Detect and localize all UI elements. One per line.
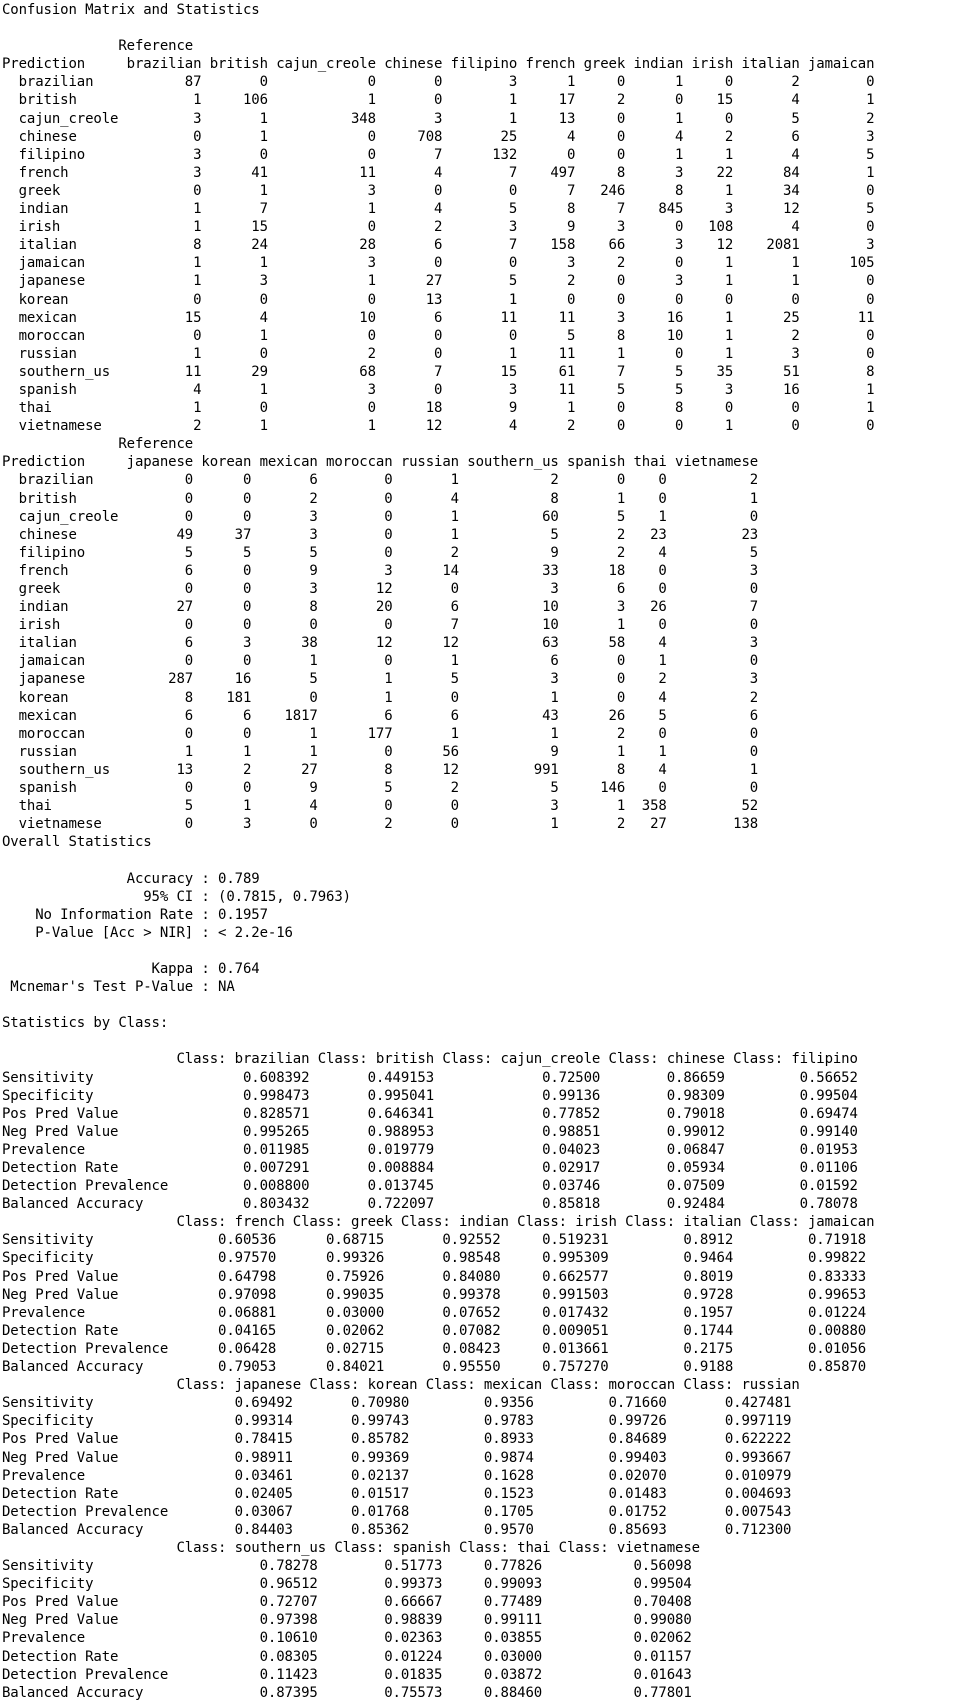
console-line: british 1 106 1 0 1 17 2 0 15 4 1 [2, 92, 875, 109]
console-line: Detection Prevalence 0.06428 0.02715 0.08423 0.013661 0.2175 0.01056 [2, 1340, 867, 1357]
console-line: southern_us 11 29 68 7 15 61 7 5 35 51 8 [2, 363, 875, 380]
console-line: Prevalence 0.10610 0.02363 0.03855 0.02062 [2, 1630, 692, 1647]
console-line: thai 1 0 0 18 9 1 0 8 0 0 1 [2, 400, 875, 417]
console-line: japanese 1 3 1 27 5 2 0 3 1 1 0 [2, 273, 875, 290]
console-line: french 3 41 11 4 7 497 8 3 22 84 1 [2, 164, 875, 181]
console-line: thai 5 1 4 0 0 3 1 358 52 [2, 798, 759, 815]
console-line: Sensitivity 0.69492 0.70980 0.9356 0.71660 0.427481 [2, 1395, 792, 1412]
console-line: Detection Prevalence 0.11423 0.01835 0.03872 0.01643 [2, 1666, 692, 1683]
console-line: brazilian 87 0 0 0 3 1 0 1 0 2 0 [2, 74, 875, 91]
console-line: Prevalence 0.011985 0.019779 0.04023 0.06847 0.01953 [2, 1141, 858, 1158]
console-line: moroccan 0 0 1 177 1 1 2 0 0 [2, 725, 759, 742]
console-line [2, 851, 874, 869]
console-line: russian 1 1 1 0 56 9 1 1 0 [2, 743, 759, 760]
console-line: korean 8 181 0 1 0 1 0 4 2 [2, 689, 759, 706]
console-line: british 0 0 2 0 4 8 1 0 1 [2, 490, 759, 507]
console-line: jamaican 1 1 3 0 0 3 2 0 1 1 105 [2, 255, 875, 272]
console-line: Detection Rate 0.08305 0.01224 0.03000 0.01157 [2, 1648, 692, 1665]
console-line [2, 1032, 874, 1050]
console-line: filipino 5 5 5 0 2 9 2 4 5 [2, 544, 759, 561]
console-line: Prevalence 0.06881 0.03000 0.07652 0.017432 0.1957 0.01224 [2, 1304, 867, 1321]
console-line: Overall Statistics [2, 834, 152, 851]
console-line: southern_us 13 2 27 8 12 991 8 4 1 [2, 761, 759, 778]
console-line: No Information Rate : 0.1957 [2, 906, 268, 923]
console-line [2, 942, 874, 960]
console-line: japanese 287 16 5 1 5 3 0 2 3 [2, 671, 759, 688]
console-line: Specificity 0.97570 0.99326 0.98548 0.995309 0.9464 0.99822 [2, 1250, 867, 1267]
console-line: irish 0 0 0 0 7 10 1 0 0 [2, 617, 759, 634]
console-line: Pos Pred Value 0.78415 0.85782 0.8933 0.84689 0.622222 [2, 1431, 792, 1448]
console-line: P-Value [Acc > NIR] : < 2.2e-16 [2, 924, 293, 941]
console-line: spanish 4 1 3 0 3 11 5 5 3 16 1 [2, 381, 875, 398]
console-line: brazilian 0 0 6 0 1 2 0 0 2 [2, 472, 759, 489]
console-line: Reference [2, 436, 194, 453]
console-line: Detection Rate 0.02405 0.01517 0.1523 0.01483 0.004693 [2, 1485, 792, 1502]
console-line: Sensitivity 0.608392 0.449153 0.72500 0.86659 0.56652 [2, 1069, 858, 1086]
console-line: italian 8 24 28 6 7 158 66 3 12 2081 3 [2, 237, 875, 254]
console-line [2, 996, 874, 1014]
console-line: Kappa : 0.764 [2, 960, 260, 977]
console-line: Prevalence 0.03461 0.02137 0.1628 0.02070 0.010979 [2, 1467, 792, 1484]
console-line: greek 0 0 3 12 0 3 6 0 0 [2, 581, 759, 597]
console-line: Balanced Accuracy 0.87395 0.75573 0.88460 0.77801 [2, 1684, 692, 1701]
console-line: Balanced Accuracy 0.803432 0.722097 0.85818 0.92484 0.78078 [2, 1196, 858, 1213]
console-output [2, 1, 874, 1702]
console-line: filipino 3 0 0 7 132 0 0 1 1 4 5 [2, 146, 875, 163]
console-line: french 6 0 9 3 14 33 18 0 3 [2, 562, 759, 579]
console-line: Detection Prevalence 0.008800 0.013745 0.03746 0.07509 0.01592 [2, 1178, 858, 1195]
console-line: moroccan 0 1 0 0 0 5 8 10 1 2 0 [2, 327, 875, 344]
console-line: indian 1 7 1 4 5 8 7 845 3 12 5 [2, 201, 875, 218]
console-line: Pos Pred Value 0.72707 0.66667 0.77489 0.70408 [2, 1594, 692, 1611]
console-line: Specificity 0.99314 0.99743 0.9783 0.99726 0.997119 [2, 1413, 792, 1430]
console-line: greek 0 1 3 0 0 7 246 8 1 34 0 [2, 182, 875, 199]
console-line: russian 1 0 2 0 1 11 1 0 1 3 0 [2, 345, 875, 362]
console-line: Detection Rate 0.007291 0.008884 0.02917 0.05934 0.01106 [2, 1160, 858, 1176]
console-line: cajun_creole 3 1 348 3 1 13 0 1 0 5 2 [2, 110, 875, 127]
console-line: Specificity 0.998473 0.995041 0.99136 0.98309 0.99504 [2, 1087, 858, 1104]
console-line: Prediction japanese korean mexican moroccan russian southern_us spanish thai vietnamese [2, 454, 759, 471]
console-line: jamaican 0 0 1 0 1 6 0 1 0 [2, 653, 759, 670]
console-line: Balanced Accuracy 0.79053 0.84021 0.95550 0.757270 0.9188 0.85870 [2, 1359, 867, 1376]
console-line: Sensitivity 0.78278 0.51773 0.77826 0.56098 [2, 1558, 692, 1575]
console-line: Pos Pred Value 0.828571 0.646341 0.77852 0.79018 0.69474 [2, 1105, 858, 1122]
console-line: Neg Pred Value 0.97398 0.98839 0.99111 0.99080 [2, 1612, 692, 1629]
console-line: Sensitivity 0.60536 0.68715 0.92552 0.519231 0.8912 0.71918 [2, 1232, 867, 1249]
console-line: indian 27 0 8 20 6 10 3 26 7 [2, 599, 759, 616]
console-line: Prediction brazilian british cajun_creole chinese filipino french greek indian irish italian jamaican [2, 56, 875, 73]
console-line: chinese 0 1 0 708 25 4 0 4 2 6 3 [2, 128, 875, 145]
console-line: mexican 15 4 10 6 11 11 3 16 1 25 11 [2, 309, 875, 326]
console-line: Specificity 0.96512 0.99373 0.99093 0.99504 [2, 1576, 692, 1593]
console-line: 95% CI : (0.7815, 0.7963) [2, 888, 351, 905]
console-line: Class: brazilian Class: british Class: cajun_creole Class: chinese Class: filipino [2, 1051, 858, 1068]
console-line: Statistics by Class: [2, 1015, 169, 1032]
console-line: Class: french Class: greek Class: indian Class: irish Class: italian Class: jamaican [2, 1214, 875, 1231]
console-line: Pos Pred Value 0.64798 0.75926 0.84080 0.662577 0.8019 0.83333 [2, 1268, 867, 1285]
console-line: Mcnemar's Test P-Value : NA [2, 979, 235, 996]
console-line: Neg Pred Value 0.995265 0.988953 0.98851 0.99012 0.99140 [2, 1123, 858, 1140]
console-line [2, 19, 874, 37]
console-line: Class: southern_us Class: spanish Class: thai Class: vietnamese [2, 1539, 700, 1556]
console-line: Neg Pred Value 0.98911 0.99369 0.9874 0.99403 0.993667 [2, 1449, 792, 1466]
console-line: Reference [2, 38, 194, 55]
console-line: Accuracy : 0.789 [2, 870, 260, 887]
console-line: vietnamese 0 3 0 2 0 1 2 27 138 [2, 816, 759, 833]
console-line: Detection Rate 0.04165 0.02062 0.07082 0.009051 0.1744 0.00880 [2, 1322, 867, 1339]
console-line: mexican 6 6 1817 6 6 43 26 5 6 [2, 707, 759, 724]
console-line: italian 6 3 38 12 12 63 58 4 3 [2, 635, 759, 652]
console-line: vietnamese 2 1 1 12 4 2 0 0 1 0 0 [2, 418, 875, 435]
console-line: Neg Pred Value 0.97098 0.99035 0.99378 0.991503 0.9728 0.99653 [2, 1286, 867, 1303]
console-line: Confusion Matrix and Statistics [2, 2, 260, 18]
console-line: irish 1 15 0 2 3 9 3 0 108 4 0 [2, 219, 875, 236]
console-line: cajun_creole 0 0 3 0 1 60 5 1 0 [2, 508, 759, 525]
console-line: chinese 49 37 3 0 1 5 2 23 23 [2, 526, 759, 543]
console-line: korean 0 0 0 13 1 0 0 0 0 0 0 [2, 291, 875, 308]
console-line: Detection Prevalence 0.03067 0.01768 0.1705 0.01752 0.007543 [2, 1503, 792, 1520]
console-line: Class: japanese Class: korean Class: mexican Class: moroccan Class: russian [2, 1377, 800, 1394]
console-line: spanish 0 0 9 5 2 5 146 0 0 [2, 780, 759, 797]
console-line: Balanced Accuracy 0.84403 0.85362 0.9570 0.85693 0.712300 [2, 1521, 792, 1538]
